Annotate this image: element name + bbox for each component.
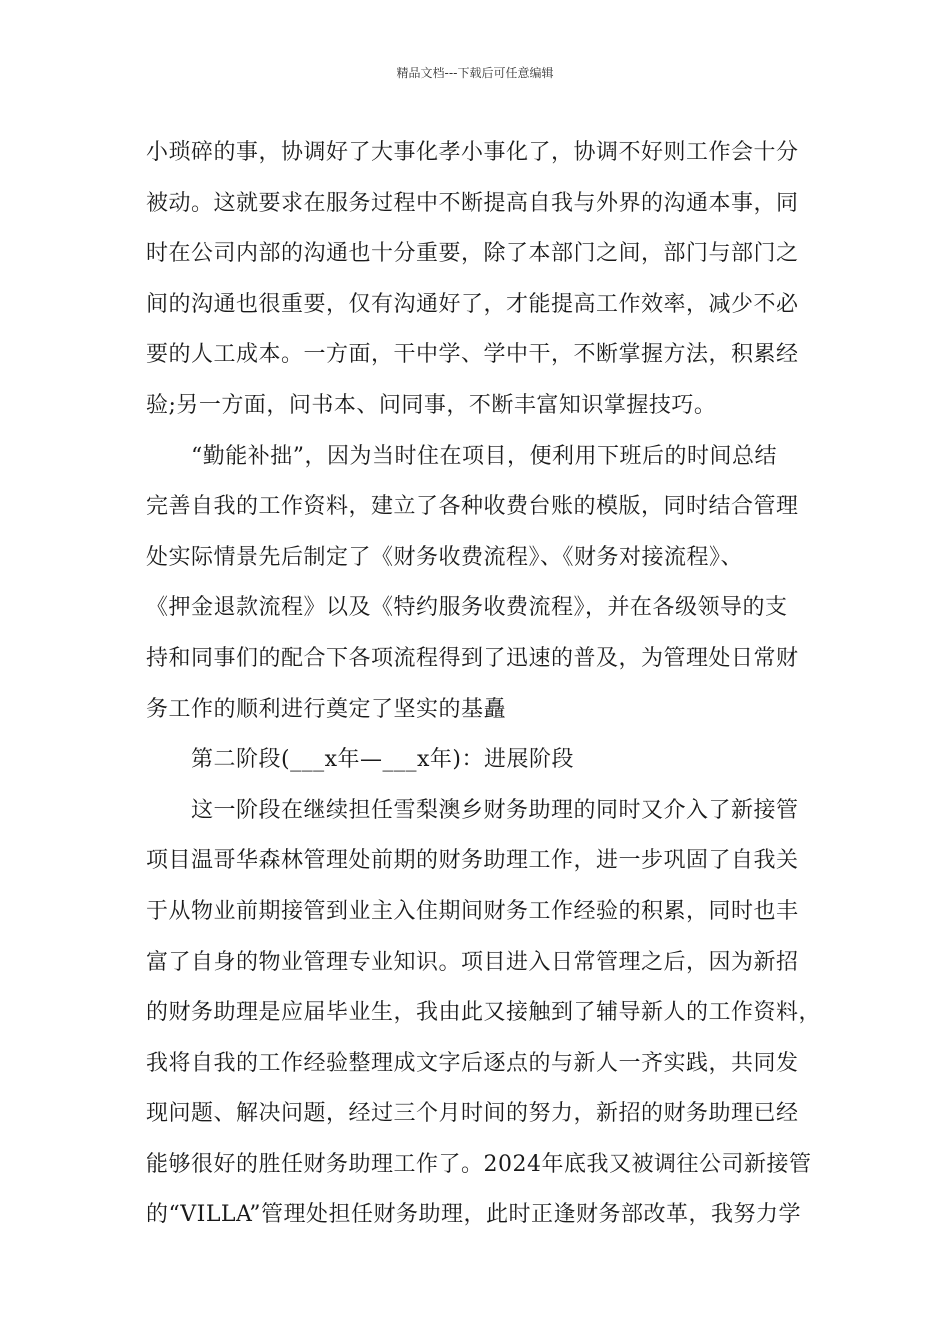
text-line: 《押金退款流程》以及《特约服务收费流程》，并在各级领导的支 (146, 595, 788, 621)
text-line: 被动。这就要求在服务过程中不断提高自我与外界的沟通本事，同 (146, 190, 799, 216)
page-header: 精品文档---下载后可任意编辑 (396, 66, 554, 80)
text-line: “勤能补拙”，因为当时住在项目，便利用下班后的时间总结 (191, 443, 777, 469)
text-line: 的“VILLA”管理处担任财务助理，此时正逢财务部改革，我努力学 (146, 1202, 801, 1228)
text-line: 我将自我的工作经验整理成文字后逐点的与新人一齐实践，共同发 (146, 1050, 799, 1076)
text-line: 持和同事们的配合下各项流程得到了迅速的普及，为管理处日常财 (146, 645, 799, 671)
text-line: 务工作的顺利进行奠定了坚实的基矗 (146, 696, 507, 722)
text-line: 时在公司内部的沟通也十分重要，除了本部门之间，部门与部门之 (146, 241, 799, 267)
text-line: 这一阶段在继续担任雪梨澳乡财务助理的同时又介入了新接管 (191, 797, 799, 823)
text-line: 的财务助理是应届毕业生，我由此又接触到了辅导新人的工作资料， (146, 1000, 822, 1026)
text-line: 富了自身的物业管理专业知识。项目进入日常管理之后，因为新招 (146, 949, 799, 975)
text-line: 现问题、解决问题，经过三个月时间的努力，新招的财务助理已经 (146, 1101, 799, 1127)
text-line: 要的人工成本。一方面，干中学、学中干，不断掌握方法，积累经 (146, 342, 799, 368)
text-line: 能够很好的胜任财务助理工作了。2024年底我又被调往公司新接管 (146, 1151, 812, 1177)
text-line: 处实际情景先后制定了《财务收费流程》、《财务对接流程》、 (146, 544, 744, 570)
text-line: 第二阶段(___x年—___x年)：进展阶段 (191, 747, 574, 773)
text-line: 间的沟通也很重要，仅有沟通好了，才能提高工作效率，减少不必 (146, 291, 799, 317)
text-line: 项目温哥华森林管理处前期的财务助理工作，进一步巩固了自我关 (146, 848, 799, 874)
text-line: 小琐碎的事，协调好了大事化孝小事化了，协调不好则工作会十分 (146, 140, 799, 165)
text-line: 验;另一方面，问书本、问同事，不断丰富知识掌握技巧。 (146, 392, 717, 418)
text-line: 于从物业前期接管到业主入住期间财务工作经验的积累，同时也丰 (146, 898, 799, 924)
text-line: 完善自我的工作资料，建立了各种收费台账的模版，同时结合管理 (146, 494, 799, 520)
body-text (146, 128, 822, 1241)
